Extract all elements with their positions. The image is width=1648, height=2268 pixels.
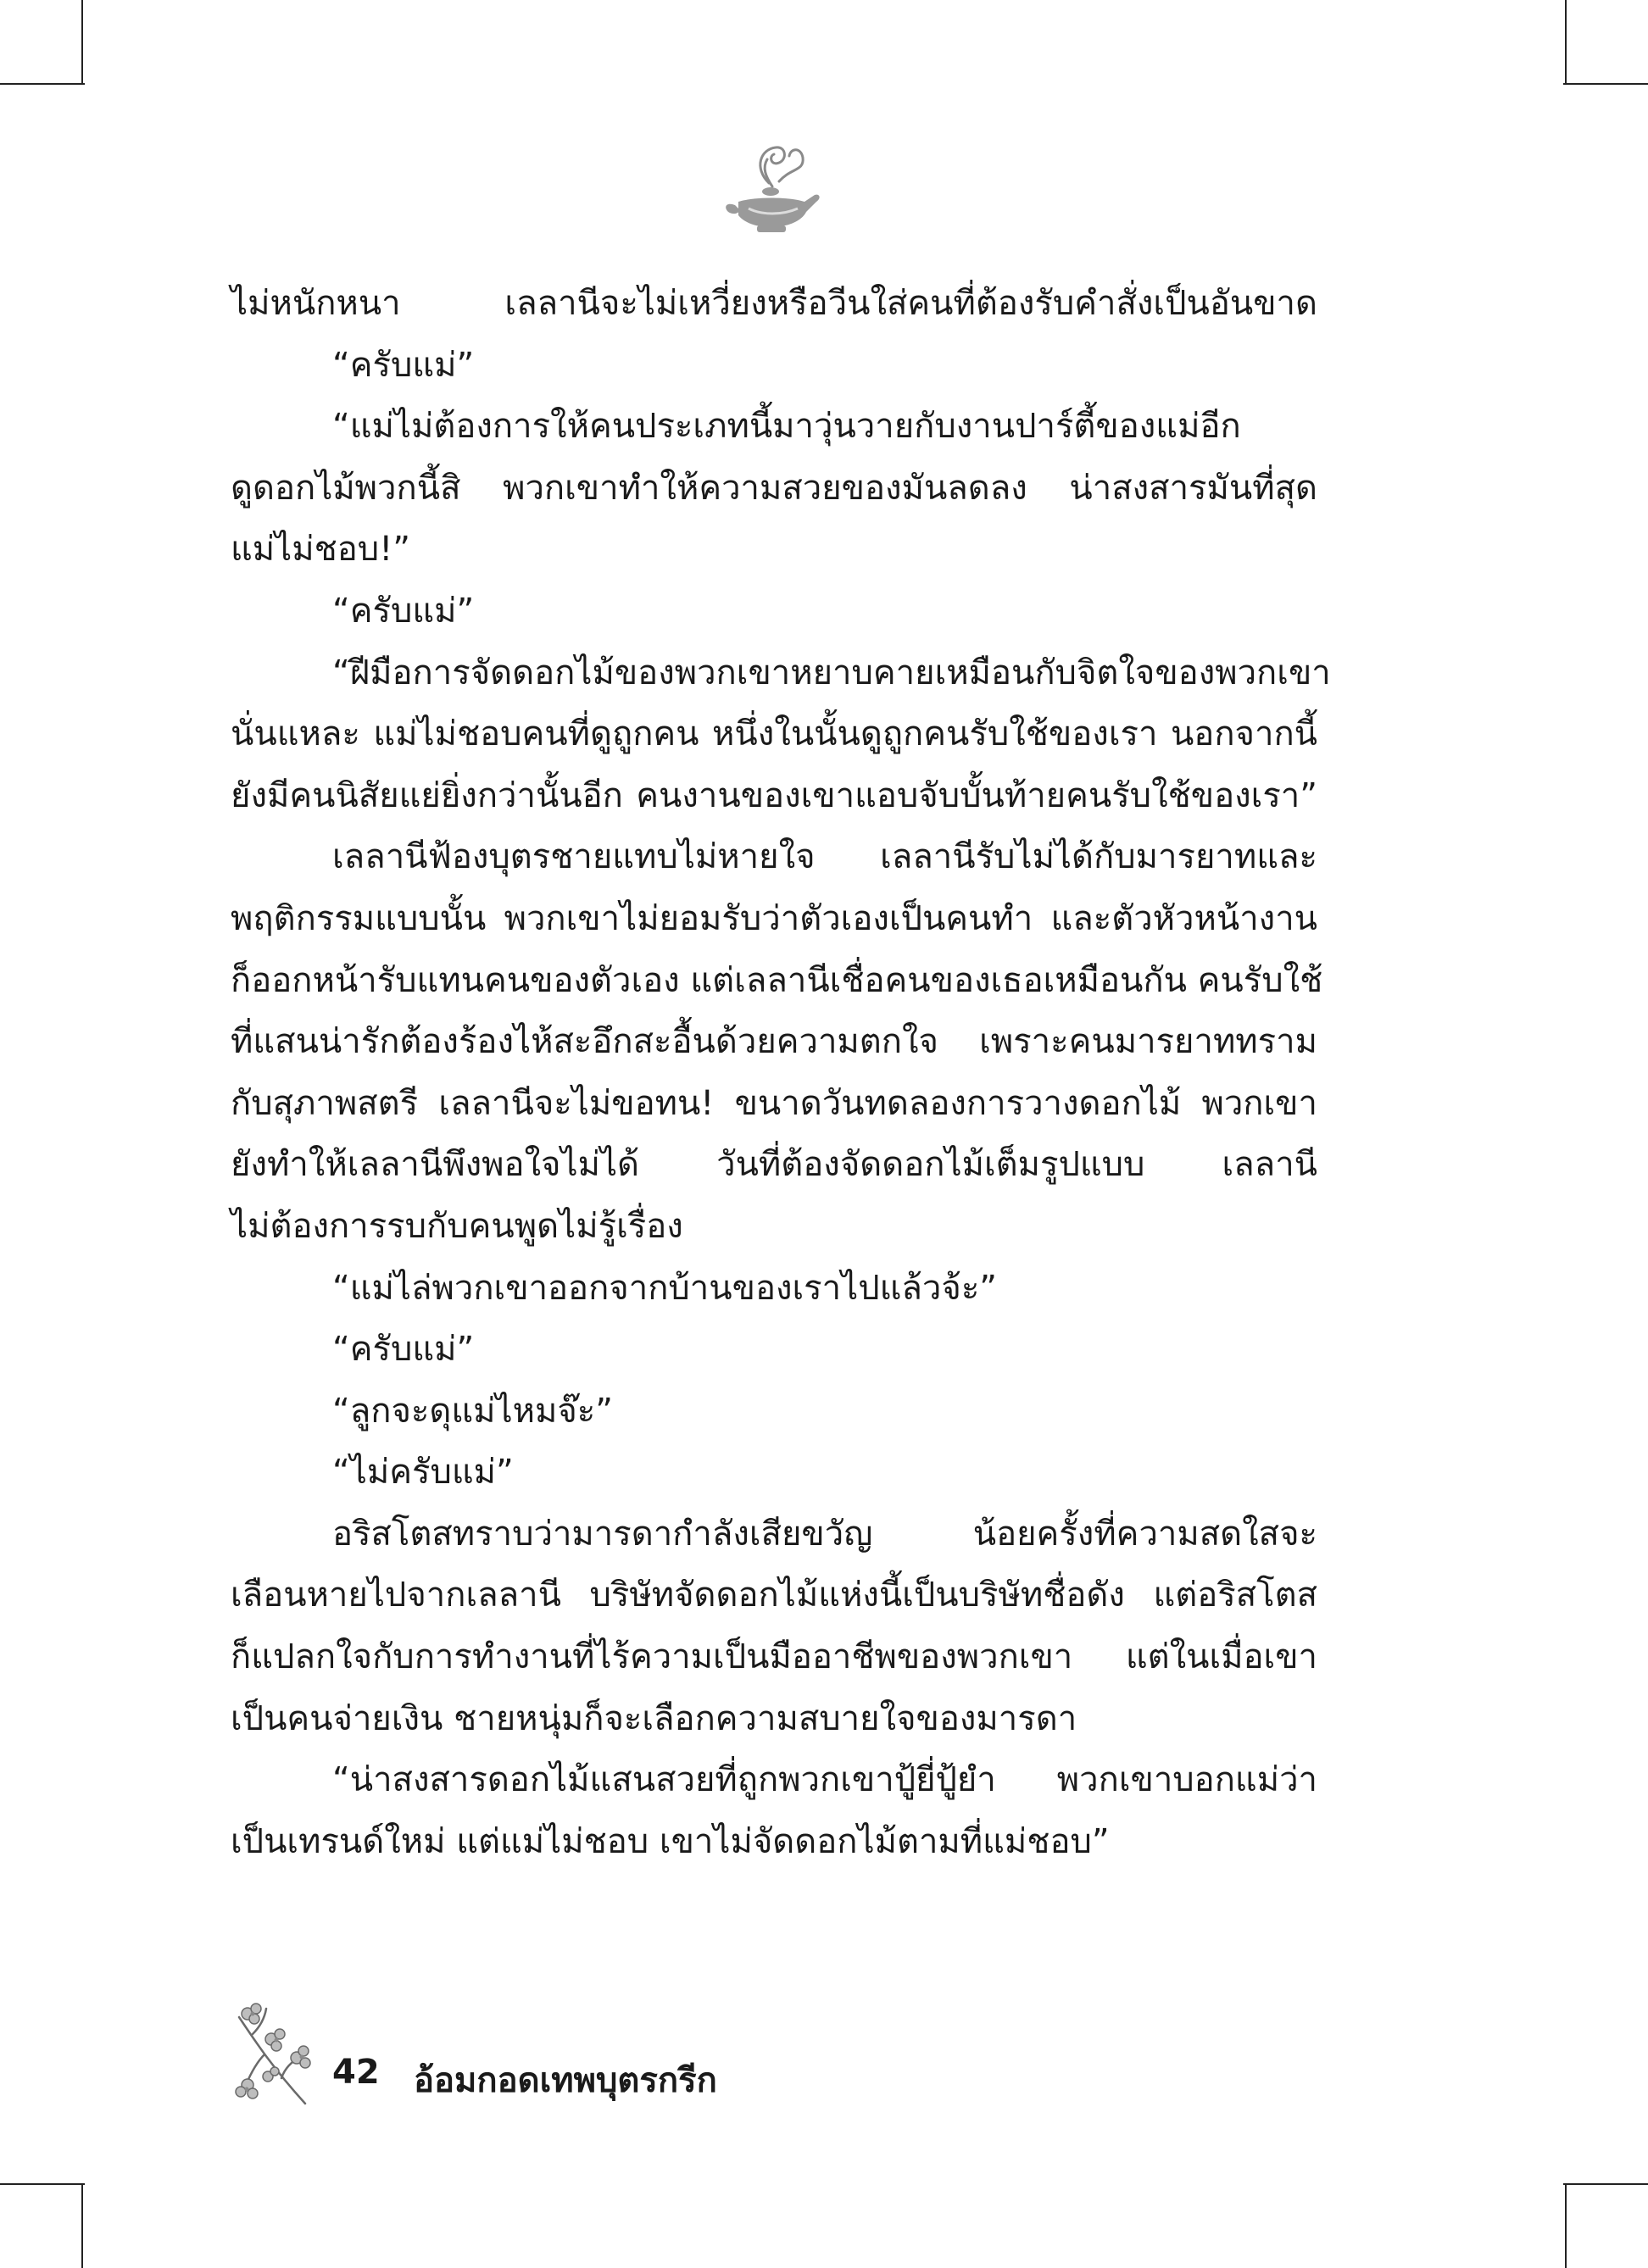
page-footer xyxy=(231,2000,994,2119)
text-line: “น่าสงสารดอกไม้แสนสวยที่ถูกพวกเขาปู้ยี่ปู้ยำ พวกเขาบอกแม่ว่า xyxy=(332,1760,1317,1800)
text-line: เลือนหายไปจากเลลานี บริษัทจัดดอกไม้แห่งนี้เป็นบริษัทชื่อดัง แต่อริสโตส xyxy=(231,1576,1317,1615)
page-body-text xyxy=(231,273,1331,1872)
text-line: “ลูกจะดุแม่ไหมจ๊ะ” xyxy=(332,1391,613,1431)
running-title: อ้อมกอดเทพบุตรกรีก xyxy=(414,2061,717,2100)
text-line: ไม่หนักหนา เลลานีจะไม่เหวี่ยงหรือวีนใส่คนที่ต้องรับคำสั่งเป็นอันขาด xyxy=(231,284,1317,323)
text-line: ไม่ต้องการรบกับคนพูดไม่รู้เรื่อง xyxy=(231,1206,683,1246)
page-number: 42 xyxy=(332,2053,380,2092)
text-line: อริสโตสทราบว่ามารดากำลังเสียขวัญ น้อยครั้งที่ความสดใสจะ xyxy=(332,1514,1317,1554)
crop-mark-bottom-right xyxy=(1565,2183,1567,2268)
text-line: ก็ออกหน้ารับแทนคนของตัวเอง แต่เลลานีเชื่อคนของเธอเหมือนกัน คนรับใช้ xyxy=(231,960,1323,1000)
text-line: ยังมีคนนิสัยแย่ยิ่งกว่านั้นอีก คนงานของเขาแอบจับบั้นท้ายคนรับใช้ของเรา” xyxy=(231,775,1317,815)
text-line: “ครับแม่” xyxy=(332,1330,475,1370)
crop-mark-top-left-h xyxy=(0,83,85,85)
text-line: ก็แปลกใจกับการทำงานที่ไร้ความเป็นมืออาชีพของพวกเขา แต่ในเมื่อเขา xyxy=(231,1637,1317,1677)
text-line: กับสุภาพสตรี เลลานีจะไม่ขอทน! ขนาดวันทดลองการวางดอกไม้ พวกเขา xyxy=(231,1083,1317,1123)
text-line: “ฝีมือการจัดดอกไม้ของพวกเขาหยาบคายเหมือนกับจิตใจของพวกเขา xyxy=(332,653,1331,692)
crop-mark-bottom-right-h xyxy=(1563,2183,1648,2185)
text-line: เป็นคนจ่ายเงิน ชายหนุ่มก็จะเลือกความสบายใจของมารดา xyxy=(231,1698,1077,1738)
crop-mark-bottom-left-h xyxy=(0,2183,85,2185)
text-line: นั่นแหละ แม่ไม่ชอบคนที่ดูถูกคน หนึ่งในนั้นดูถูกคนรับใช้ของเรา นอกจากนี้ xyxy=(231,714,1317,754)
crop-mark-top-right-h xyxy=(1563,83,1648,85)
text-line: พฤติกรรมแบบนั้น พวกเขาไม่ยอมรับว่าตัวเองเป็นคนทำ และตัวหัวหน้างาน xyxy=(231,898,1317,938)
text-line: ที่แสนน่ารักต้องร้องไห้สะอึกสะอื้นด้วยความตกใจ เพราะคนมารยาททราม xyxy=(231,1022,1317,1062)
text-line: “ไม่ครับแม่” xyxy=(332,1453,514,1493)
text-line: เป็นเทรนด์ใหม่ แต่แม่ไม่ชอบ เขาไม่จัดดอกไม้ตามที่แม่ชอบ” xyxy=(231,1821,1110,1861)
genie-lamp-icon xyxy=(720,134,827,241)
text-line: แม่ไม่ชอบ!” xyxy=(231,530,410,570)
text-line: “แม่ไม่ต้องการให้คนประเภทนี้มาวุ่นวายกับงานปาร์ตี้ของแม่อีก xyxy=(332,407,1241,447)
text-line: “แม่ไล่พวกเขาออกจากบ้านของเราไปแล้วจ้ะ” xyxy=(332,1268,998,1308)
cherry-blossom-branch-icon xyxy=(231,2000,312,2110)
text-line: ยังทำให้เลลานีพึงพอใจไม่ได้ วันที่ต้องจัดดอกไม้เต็มรูปแบบ เลลานี xyxy=(231,1145,1317,1185)
crop-mark-bottom-left xyxy=(81,2183,83,2268)
text-line: “ครับแม่” xyxy=(332,345,475,385)
text-line: เลลานีฟ้องบุตรชายแทบไม่หายใจ เลลานีรับไม่ได้กับมารยาทและ xyxy=(332,837,1317,877)
text-line: ดูดอกไม้พวกนี้สิ พวกเขาทำให้ความสวยของมันลดลง น่าสงสารมันที่สุด xyxy=(231,468,1317,508)
text-line: “ครับแม่” xyxy=(332,591,475,631)
crop-mark-top-right xyxy=(1565,0,1567,85)
crop-mark-top-left xyxy=(81,0,83,85)
